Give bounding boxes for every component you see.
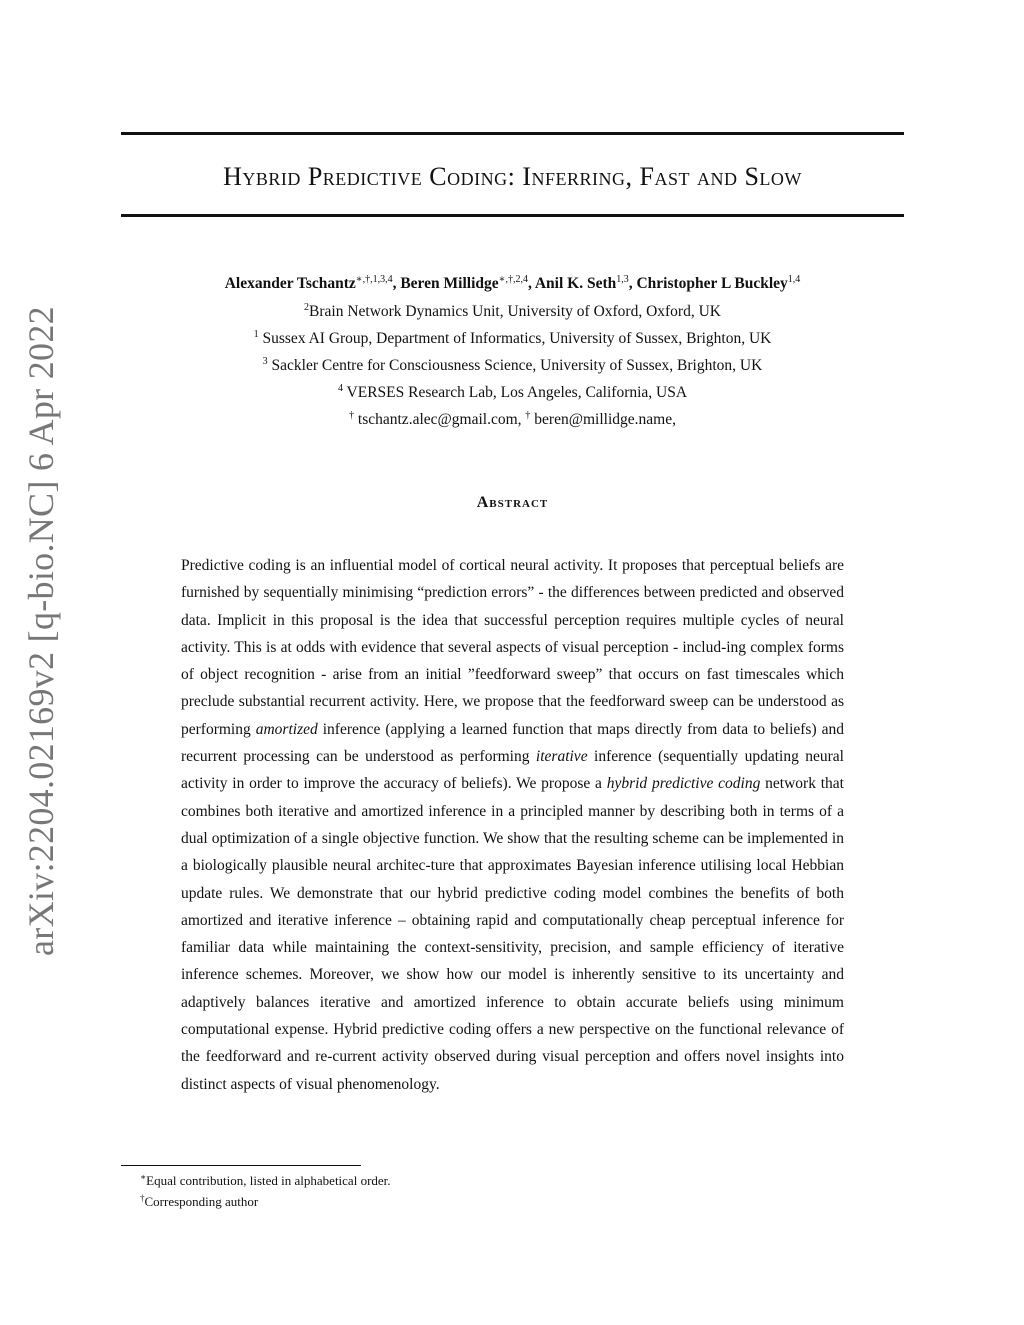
affiliation-mark: 4	[337, 383, 343, 394]
footnote	[140, 1191, 391, 1212]
title-top-rule	[121, 132, 904, 135]
author-marks: ∗,†,1,3,4	[355, 274, 393, 285]
abstract-body	[181, 552, 844, 1098]
email-mark: †	[349, 410, 355, 421]
footnote-text: Corresponding author	[144, 1194, 259, 1209]
affiliation-line	[121, 379, 904, 406]
abstract-text: inference (sequentially updating neural activity in order to improve the accuracy of beliefs). We propose a	[181, 748, 844, 793]
affiliation-mark: 1	[253, 329, 259, 340]
email-link[interactable]: tschantz.alec@gmail.com,	[354, 411, 526, 428]
author-marks: 1,4	[787, 274, 801, 285]
email-line	[121, 406, 904, 433]
email-link[interactable]: beren@millidge.name,	[530, 411, 676, 428]
abstract-emphasis: amortized	[255, 720, 318, 738]
abstract-emphasis: hybrid predictive coding	[606, 775, 761, 793]
affiliation-line	[121, 298, 904, 325]
affiliation-line	[121, 352, 904, 379]
abstract-text: Predictive coding is an influential model of cortical neural activity. It proposes that perceptual beliefs are furnished by sequentially minimising “prediction errors” - the differences between predicted and observed data. Implicit in this proposal is the idea that successful perception requires multiple cycles of neural activity. This is at odds with evidence that several aspects of visual perception - includ-ing complex forms of object recognition - arise from an initial ”feedforward sweep” that occurs on fast timescales which preclude substantial recurrent activity. Here, we propose that the feedforward sweep can be understood as performing	[181, 557, 844, 738]
author-name: Alexander Tschantz	[224, 275, 356, 292]
affiliation-text: Brain Network Dynamics Unit, University of Oxford, Oxford, UK	[309, 303, 721, 320]
affiliation-text: Sackler Centre for Consciousness Science, University of Sussex, Brighton, UK	[267, 357, 763, 374]
abstract-text: network that combines both iterative and amortized inference in a principled manner by describing both in terms of a dual optimization of a single objective function. We show that the resulting scheme can be implemented in a biologically plausible neural architec-ture that approximates Bayesian inference utilising local Hebbian update rules. We demonstrate that our hybrid predictive coding model combines the benefits of both amortized and iterative inference – obtaining rapid and computationally cheap perceptual inference for familiar data while maintaining the context-sensitivity, precision, and sample efficiency of iterative inference schemes. Moreover, we show how our model is inherently sensitive to its uncertainty and adaptively balances iterative and amortized inference to obtain accurate beliefs using minimum computational expense. Hybrid predictive coding offers a new perspective on the functional relevance of the feedforward and re-current activity observed during visual perception and offers novel insights into distinct aspects of visual phenomenology.	[181, 775, 844, 1093]
affiliation-text: Sussex AI Group, Department of Informatics, University of Sussex, Brighton, UK	[258, 330, 772, 347]
affiliation-text: VERSES Research Lab, Los Angeles, California, USA	[342, 384, 688, 401]
author-marks: ∗,†,2,4	[498, 274, 528, 285]
abstract-heading: Abstract	[476, 494, 549, 511]
author-list: Alexander Tschantz$^{∗,\dagger,1,3,4}$, Beren Millidge$^{∗,\dagger,2,4}$, Anil K. Seth$^{1,3}$, Christopher L Buckley$^{1,4}$	[224, 274, 801, 292]
footnotes	[140, 1170, 391, 1212]
author-name: Anil K. Seth	[534, 275, 617, 292]
abstract-text: inference (applying a learned function that maps directly from data to beliefs) and recurrent processing can be understood as performing	[181, 720, 844, 766]
abstract-emphasis: iterative	[535, 748, 588, 766]
author-name: Christopher L Buckley	[636, 275, 788, 292]
paper-title: Hybrid Predictive Coding: Inferring, Fast and Slow	[223, 162, 802, 191]
email-mark: †	[525, 410, 531, 421]
arxiv-sidebar-stamp: arXiv:2204.02169v2 [q-bio.NC] 6 Apr 2022	[21, 306, 61, 956]
author-marks: 1,3	[616, 274, 629, 285]
title-bottom-rule	[121, 214, 904, 217]
affiliation-mark: 2	[304, 302, 310, 313]
footnote-rule	[121, 1165, 361, 1166]
footnote	[140, 1170, 391, 1191]
footnote-mark: †	[140, 1193, 145, 1203]
affiliation-list	[121, 298, 904, 433]
footnote-mark: ∗	[140, 1172, 147, 1182]
author-name: Beren Millidge	[400, 275, 499, 292]
affiliation-mark: 3	[262, 356, 268, 367]
affiliation-line	[121, 325, 904, 352]
footnote-text: Equal contribution, listed in alphabetical order.	[146, 1173, 391, 1188]
